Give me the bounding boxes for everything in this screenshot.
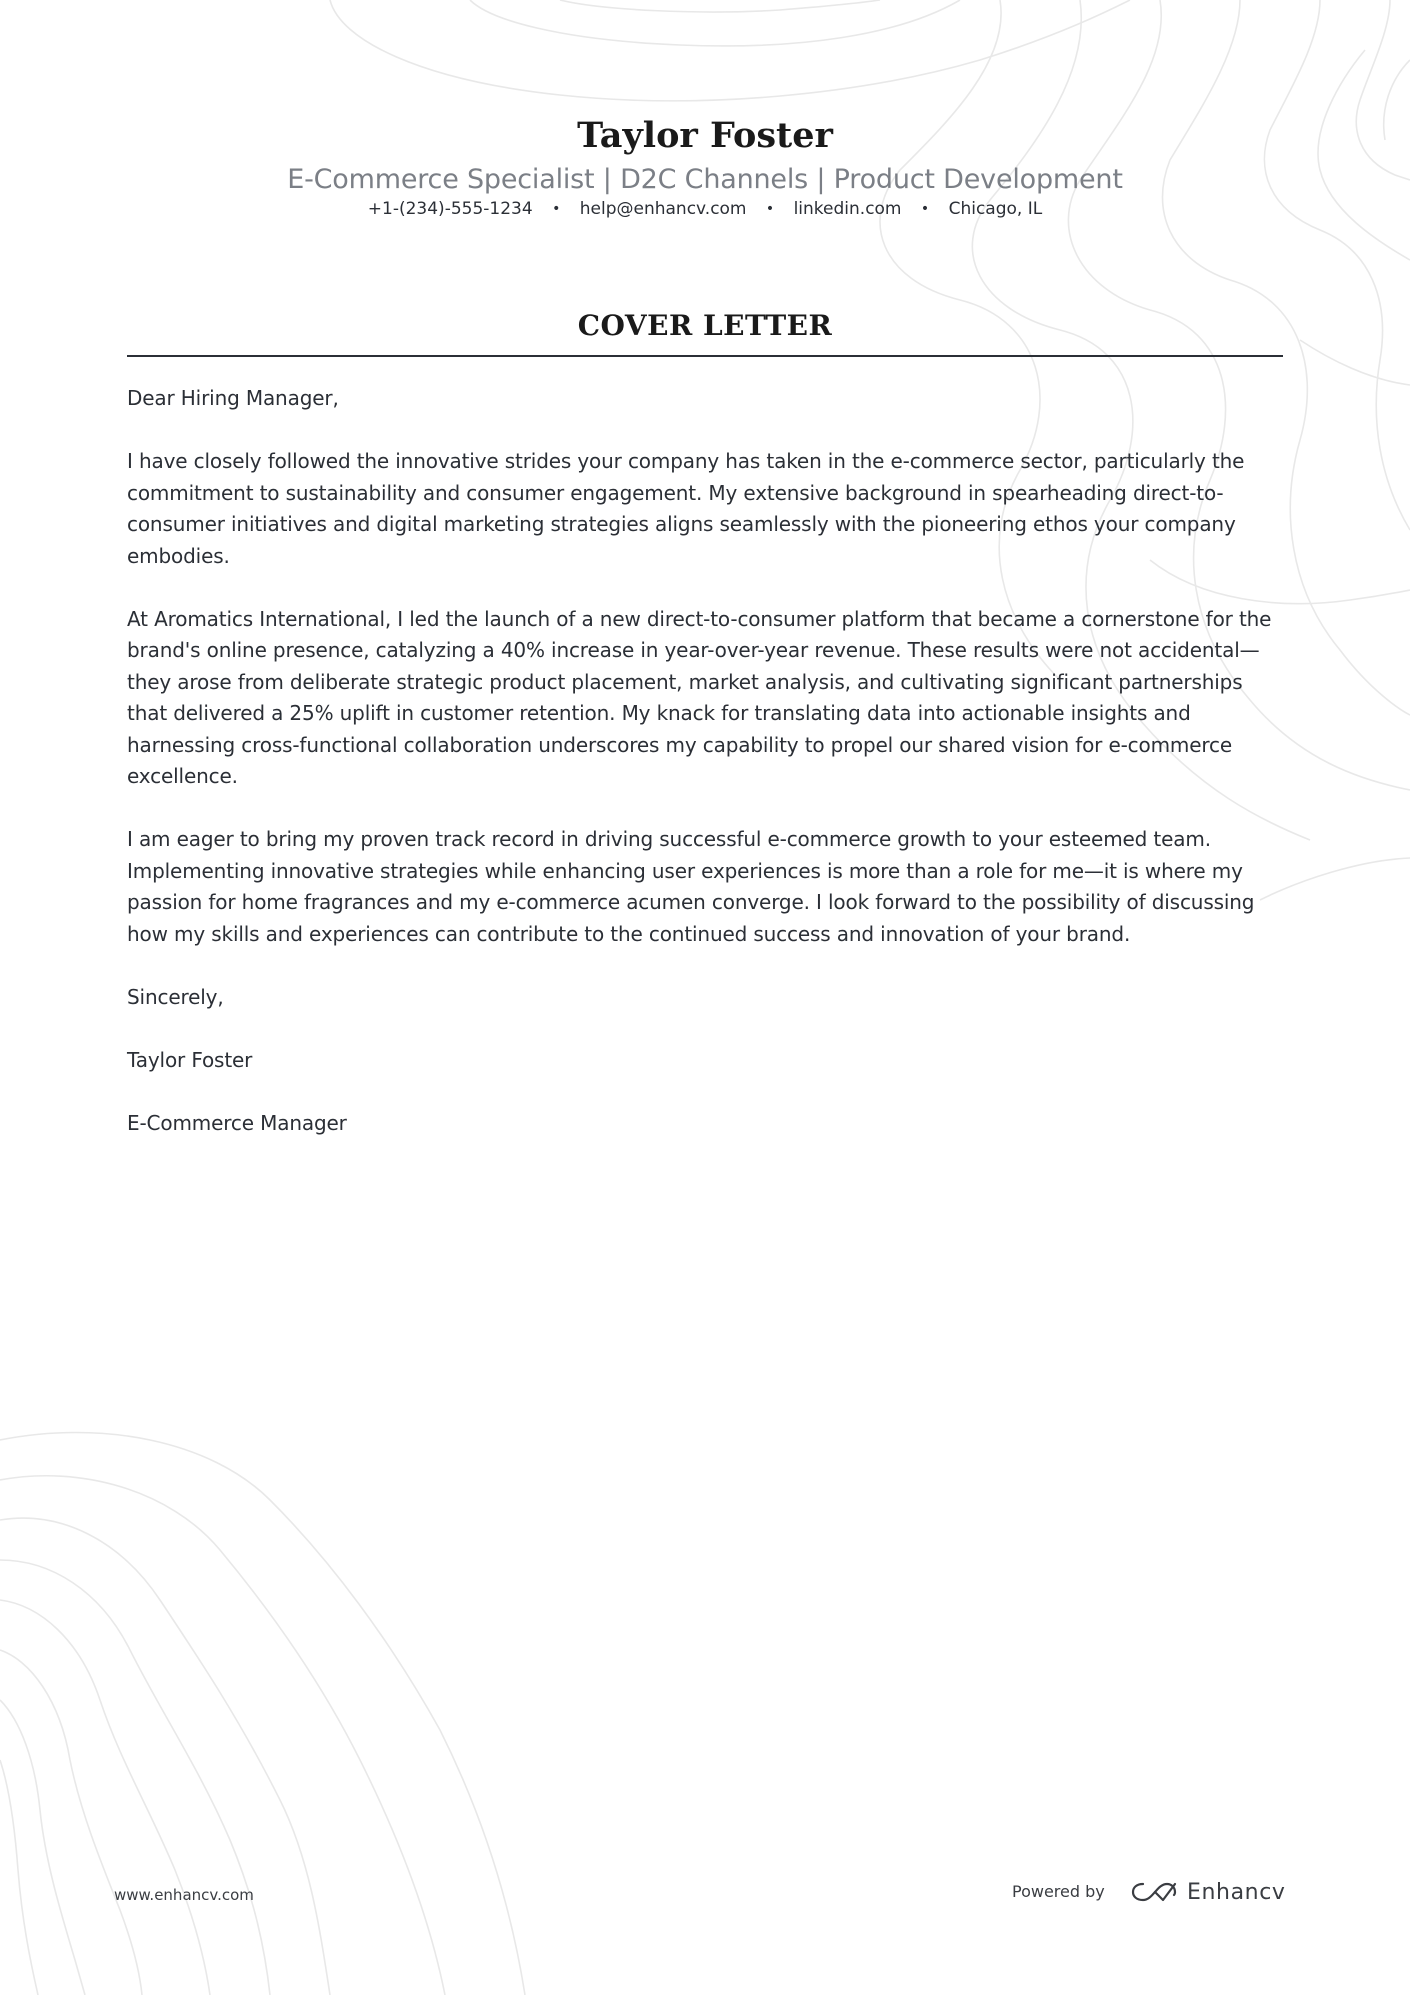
- phone-number: +1-(234)-555-1234: [367, 199, 533, 219]
- location: Chicago, IL: [948, 199, 1043, 219]
- letter-body: [127, 383, 1283, 1171]
- signature-title: E-Commerce Manager: [127, 1110, 347, 1135]
- linkedin-link: linkedin.com: [793, 199, 902, 219]
- closing: Sincerely,: [127, 984, 224, 1009]
- applicant-headline: E-Commerce Specialist | D2C Channels | Product Development: [287, 164, 1123, 195]
- email-address: help@enhancv.com: [579, 199, 747, 219]
- contact-separator: •: [552, 201, 561, 217]
- powered-by-label: Powered by: [1012, 1882, 1105, 1901]
- brand-name: Enhancv: [1187, 1879, 1286, 1905]
- greeting: Dear Hiring Manager,: [127, 386, 339, 410]
- enhancv-logo-icon: [1131, 1880, 1177, 1904]
- section-title: COVER LETTER: [577, 309, 833, 342]
- footer-website-link[interactable]: www.enhancv.com: [114, 1886, 254, 1904]
- contact-separator: •: [920, 201, 930, 217]
- contact-separator: •: [765, 201, 775, 217]
- applicant-name: Taylor Foster: [577, 115, 833, 156]
- signature-name: Taylor Foster: [127, 1047, 253, 1072]
- section-divider: [127, 355, 1283, 357]
- contact-info: [127, 197, 1283, 222]
- letter-paragraph: I have closely followed the innovative strides your company has taken in the e-commerce sector, particularly the commitment to sustainability and consumer engagement. My extensive background in spearheading direct-to-consumer initiatives and digital marketing strategies aligns seamlessly with the pioneering ethos your company embodies.: [127, 449, 1245, 568]
- letter-paragraph: At Aromatics International, I led the launch of a new direct-to-consumer platform that became a cornerstone for the brand's online presence, catalyzing a 40% increase in year-over-year revenue. These results were not accidental—they arose from deliberate strategic product placement, market analysis, and cultivating significant partnerships that delivered a 25% uplift in customer retention. My knack for translating data into actionable insights and harnessing cross-functional collaboration underscores my capability to propel our shared vision for e-commerce excellence.: [127, 606, 1272, 788]
- footer-brand[interactable]: [1131, 1874, 1286, 1910]
- letter-paragraph: I am eager to bring my proven track record in driving successful e-commerce growth to your esteemed team. Implementing innovative strategies while enhancing user experiences is more than a role for me—it is where my passion for home fragrances and my e-commerce acumen converge. I look forward to the possibility of discussing how my skills and experiences can contribute to the continued success and innovation of your brand.: [127, 827, 1255, 946]
